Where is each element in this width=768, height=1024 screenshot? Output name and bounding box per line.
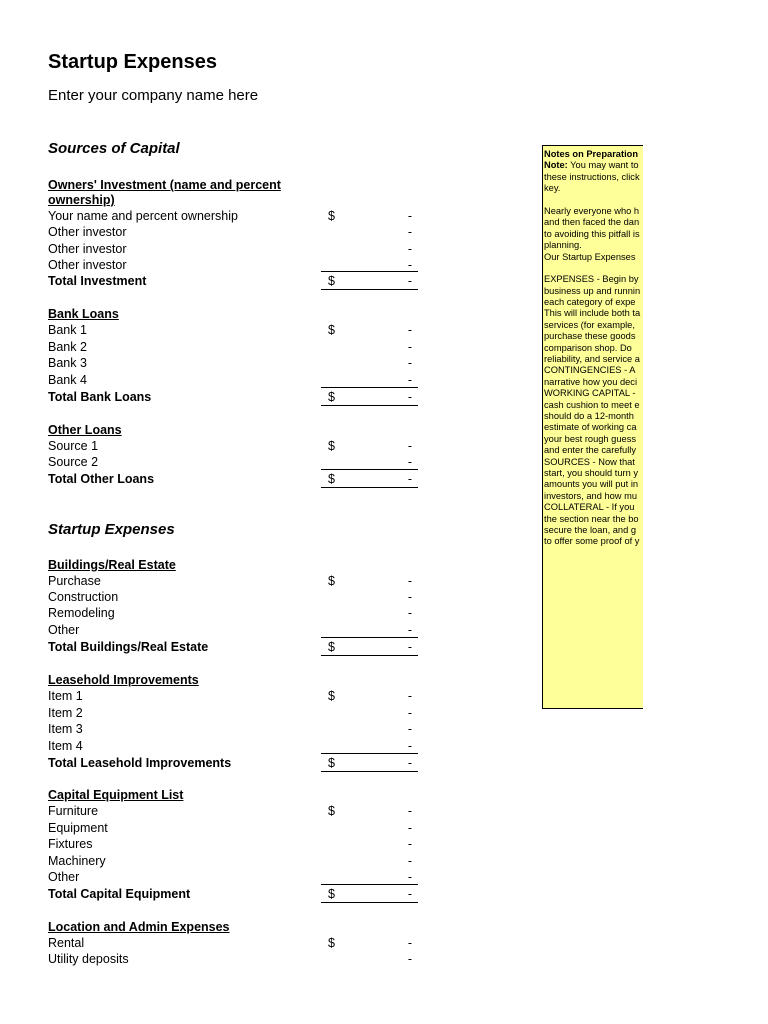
notes-text bbox=[544, 149, 643, 548]
notes-line bbox=[544, 195, 643, 206]
amount-cell[interactable]: - bbox=[407, 225, 412, 239]
other-loans-header bbox=[0, 422, 768, 438]
currency-symbol: $ bbox=[328, 439, 335, 453]
note-text: You may want to bbox=[567, 160, 639, 171]
leasehold-header bbox=[0, 672, 768, 688]
total-amount-cell[interactable]: - bbox=[407, 390, 412, 404]
row-label[interactable]: Your name and percent ownership bbox=[48, 209, 238, 223]
section-header-label: Buildings/Real Estate bbox=[48, 558, 176, 572]
total-amount-cell[interactable]: - bbox=[407, 756, 412, 770]
notes-line: and enter the carefully bbox=[544, 445, 636, 456]
notes-line: This will include both ta bbox=[544, 308, 641, 319]
row-label[interactable]: Other investor bbox=[48, 242, 127, 256]
row-label[interactable]: Item 4 bbox=[48, 739, 83, 753]
notes-line: cash cushion to meet e bbox=[544, 399, 640, 410]
row-label[interactable]: Other investor bbox=[48, 225, 127, 239]
amount-cell[interactable]: - bbox=[407, 837, 412, 851]
amount-cell[interactable]: - bbox=[407, 373, 412, 387]
section-header-label: Location and Admin Expenses bbox=[48, 920, 230, 934]
row-label[interactable]: Other investor bbox=[48, 258, 127, 272]
notes-heading: Notes on Preparation bbox=[544, 149, 639, 159]
notes-line: services (for example, bbox=[544, 319, 635, 330]
row-label[interactable]: Bank 1 bbox=[48, 323, 87, 337]
total-label: Total Other Loans bbox=[48, 472, 155, 486]
row-label[interactable]: Purchase bbox=[48, 574, 101, 588]
row-label[interactable]: Fixtures bbox=[48, 837, 93, 851]
notes-line: comparison shop. Do bbox=[544, 342, 632, 353]
notes-line: to offer some proof of y bbox=[544, 536, 640, 547]
row-label[interactable]: Utility deposits bbox=[48, 952, 129, 966]
notes-line: business up and runnin bbox=[544, 285, 641, 296]
total-row bbox=[0, 471, 768, 487]
notes-line: the section near the bo bbox=[544, 513, 639, 524]
table-row bbox=[0, 605, 768, 621]
table-row bbox=[0, 454, 768, 470]
amount-cell[interactable]: - bbox=[407, 821, 412, 835]
owners-investment-header: Owners' Investment (name and percent ownership) bbox=[48, 178, 281, 207]
section-header-label: Bank Loans bbox=[48, 307, 119, 321]
row-label[interactable]: Equipment bbox=[48, 821, 108, 835]
row-label[interactable]: Other bbox=[48, 623, 80, 637]
note-label: Note: bbox=[544, 160, 568, 171]
row-label[interactable]: Bank 3 bbox=[48, 356, 87, 370]
row-label[interactable]: Remodeling bbox=[48, 606, 115, 620]
currency-symbol: $ bbox=[328, 323, 335, 337]
amount-cell[interactable]: - bbox=[407, 606, 412, 620]
total-label: Total Investment bbox=[48, 274, 147, 288]
total-row bbox=[0, 639, 768, 655]
notes-line: these instructions, click bbox=[544, 171, 640, 182]
row-label[interactable]: Other bbox=[48, 870, 80, 884]
notes-line: your best rough guess bbox=[544, 433, 636, 444]
amount-cell[interactable]: - bbox=[407, 439, 412, 453]
table-row bbox=[0, 869, 768, 885]
currency-symbol: $ bbox=[328, 887, 335, 901]
table-row bbox=[0, 319, 768, 338]
currency-symbol: $ bbox=[328, 390, 335, 404]
notes-line: narrative how you deci bbox=[544, 376, 638, 387]
amount-cell[interactable]: - bbox=[407, 340, 412, 354]
amount-cell[interactable]: - bbox=[407, 574, 412, 588]
table-row bbox=[0, 622, 768, 638]
notes-line: amounts you will put in bbox=[544, 479, 639, 490]
notes-line: COLLATERAL - If you bbox=[544, 502, 635, 513]
notes-line: estimate of working ca bbox=[544, 422, 637, 433]
table-row bbox=[0, 738, 768, 754]
amount-cell[interactable]: - bbox=[407, 623, 412, 637]
row-label[interactable]: Construction bbox=[48, 590, 119, 604]
notes-comment-box[interactable] bbox=[542, 145, 643, 709]
row-label[interactable]: Source 2 bbox=[48, 455, 99, 469]
table-row bbox=[0, 853, 768, 869]
amount-cell[interactable]: - bbox=[407, 209, 412, 223]
amount-cell[interactable]: - bbox=[407, 689, 412, 703]
currency-symbol: $ bbox=[328, 472, 335, 486]
currency-symbol: $ bbox=[328, 936, 335, 950]
section-header-label: Other Loans bbox=[48, 423, 122, 437]
amount-cell[interactable]: - bbox=[407, 590, 412, 604]
total-label: Total Bank Loans bbox=[48, 390, 152, 404]
table-row bbox=[0, 803, 768, 819]
row-label[interactable]: Machinery bbox=[48, 854, 106, 868]
table-row bbox=[0, 705, 768, 721]
notes-line: each category of expe bbox=[544, 297, 636, 308]
amount-cell[interactable]: - bbox=[407, 323, 412, 337]
total-amount-cell[interactable]: - bbox=[407, 887, 412, 901]
capital-equipment-header bbox=[0, 787, 768, 803]
total-row bbox=[0, 755, 768, 771]
amount-cell[interactable]: - bbox=[407, 854, 412, 868]
notes-line: start, you should turn y bbox=[544, 467, 639, 478]
row-label[interactable]: Bank 2 bbox=[48, 340, 87, 354]
amount-cell[interactable]: - bbox=[407, 870, 412, 884]
amount-cell[interactable]: - bbox=[407, 804, 412, 818]
table-row bbox=[0, 573, 768, 589]
amount-cell[interactable]: - bbox=[407, 242, 412, 256]
row-label[interactable]: Bank 4 bbox=[48, 373, 87, 387]
table-row bbox=[0, 355, 768, 371]
amount-cell[interactable]: - bbox=[407, 706, 412, 720]
notes-line: WORKING CAPITAL - bbox=[544, 388, 636, 399]
amount-cell[interactable]: - bbox=[407, 258, 412, 272]
total-label: Total Buildings/Real Estate bbox=[48, 640, 209, 654]
table-row bbox=[0, 205, 768, 224]
currency-symbol: $ bbox=[328, 756, 335, 770]
currency-symbol: $ bbox=[328, 640, 335, 654]
location-admin-header bbox=[0, 919, 768, 935]
table-row bbox=[0, 438, 768, 454]
section-header-label: Capital Equipment List bbox=[48, 788, 184, 802]
notes-line: CONTINGENCIES - A bbox=[544, 365, 636, 376]
notes-line: investors, and how mu bbox=[544, 490, 638, 501]
notes-line: purchase these goods bbox=[544, 331, 636, 342]
currency-symbol: $ bbox=[328, 574, 335, 588]
currency-symbol: $ bbox=[328, 274, 335, 288]
notes-line: EXPENSES - Begin by bbox=[544, 274, 639, 285]
row-label[interactable]: Furniture bbox=[48, 804, 99, 818]
row-label[interactable]: Item 1 bbox=[48, 689, 83, 703]
row-label[interactable]: Source 1 bbox=[48, 439, 99, 453]
currency-symbol: $ bbox=[328, 209, 335, 223]
amount-cell[interactable]: - bbox=[407, 455, 412, 469]
total-amount-cell[interactable]: - bbox=[407, 640, 412, 654]
amount-cell[interactable]: - bbox=[407, 739, 412, 753]
notes-line bbox=[544, 160, 643, 171]
notes-line: Nearly everyone who h bbox=[544, 205, 640, 216]
table-row bbox=[0, 339, 768, 355]
notes-line: key. bbox=[544, 183, 561, 194]
notes-line: SOURCES - Now that bbox=[544, 456, 635, 467]
total-row bbox=[0, 273, 768, 289]
section-header-label: Leasehold Improvements bbox=[48, 673, 199, 687]
amount-cell[interactable]: - bbox=[407, 722, 412, 736]
notes-line: to avoiding this pitfall is bbox=[544, 228, 640, 239]
total-label: Total Capital Equipment bbox=[48, 887, 191, 901]
total-amount-cell[interactable]: - bbox=[407, 274, 412, 288]
amount-cell[interactable]: - bbox=[407, 952, 412, 966]
startup-expenses-title: Startup Expenses bbox=[48, 521, 175, 538]
page-title: Startup Expenses bbox=[48, 51, 217, 73]
sources-of-capital-title: Sources of Capital bbox=[48, 140, 180, 157]
table-row bbox=[0, 589, 768, 605]
notes-line: and then faced the dan bbox=[544, 217, 640, 228]
notes-line: reliability, and service a bbox=[544, 354, 640, 365]
notes-line: planning. bbox=[544, 240, 582, 251]
notes-line: secure the loan, and g bbox=[544, 524, 637, 535]
currency-symbol: $ bbox=[328, 804, 335, 818]
notes-line bbox=[544, 263, 643, 274]
table-row bbox=[0, 224, 768, 240]
table-row bbox=[0, 241, 768, 257]
row-label[interactable]: Item 2 bbox=[48, 706, 83, 720]
table-row bbox=[0, 935, 768, 951]
amount-cell[interactable]: - bbox=[407, 356, 412, 370]
company-name-field[interactable]: Enter your company name here bbox=[48, 87, 259, 104]
table-row bbox=[0, 951, 768, 967]
total-row bbox=[0, 886, 768, 902]
table-row bbox=[0, 688, 768, 704]
table-row bbox=[0, 820, 768, 836]
total-label: Total Leasehold Improvements bbox=[48, 756, 232, 770]
amount-cell[interactable]: - bbox=[407, 936, 412, 950]
table-row bbox=[0, 721, 768, 737]
buildings-header bbox=[0, 557, 768, 573]
currency-symbol: $ bbox=[328, 689, 335, 703]
table-row bbox=[0, 836, 768, 852]
bank-loans-header bbox=[0, 306, 768, 322]
table-row bbox=[0, 372, 768, 388]
notes-line: Our Startup Expenses bbox=[544, 251, 636, 262]
total-row bbox=[0, 389, 768, 405]
notes-line: should do a 12-month bbox=[544, 410, 634, 421]
row-label[interactable]: Item 3 bbox=[48, 722, 83, 736]
row-label[interactable]: Rental bbox=[48, 936, 85, 950]
total-amount-cell[interactable]: - bbox=[407, 472, 412, 486]
